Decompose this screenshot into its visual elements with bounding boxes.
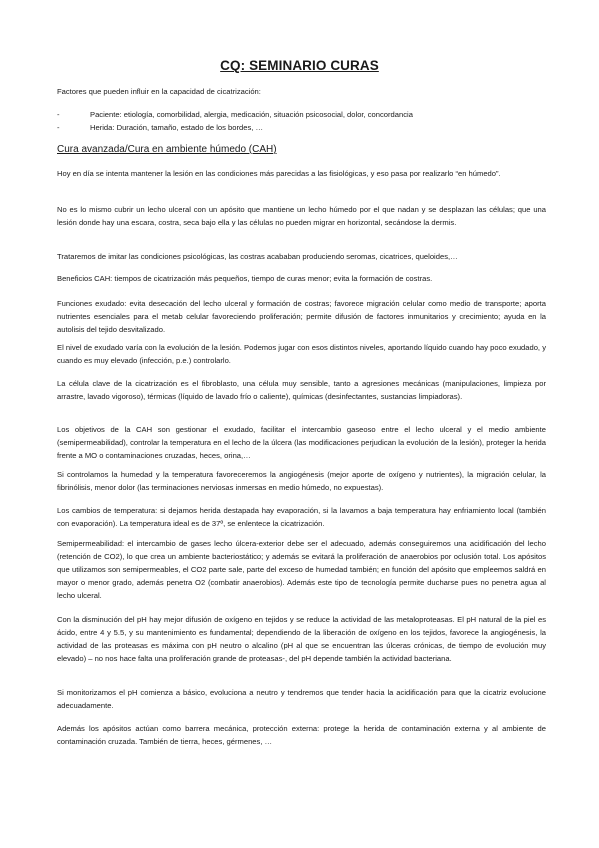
intro-text: Factores que pueden influir en la capacidad de cicatrización: [57, 87, 261, 96]
paragraph: Los objetivos de la CAH son gestionar el exudado, facilitar el intercambio gaseoso entre el lecho ulceral y el medio ambiente (semipermeabilidad), controlar la temperatura en el lecho de la úlcera (las modificaciones perjudican la evolución de la lesión), proteger la herida frente a MO o contaminaciones cruzadas, heces, orina,… [57, 425, 546, 461]
list-item [57, 121, 546, 134]
factors-list [57, 108, 546, 134]
bullet-dash: - [57, 123, 60, 133]
paragraph: Funciones exudado: evita desecación del lecho ulceral y formación de costras; favorece migración celular como medio de transporte; aporta nutrientes esenciales para el metab celular favoreciendo proliferación; permite difusión de factores inmunitarios y crecimiento; ayuda en la autolisis del tejido desvitalizado. [57, 299, 546, 335]
paragraph: La célula clave de la cicatrización es el fibroblasto, una célula muy sensible, tanto a agresiones mecánicas (manipulaciones, limpieza por arrastre, lavado vigoroso), térmicas (líquido de lavado frío o caliente), químicas (desinfectantes, sustancias limpiadoras). [57, 379, 546, 402]
paragraph: Si controlamos la humedad y la temperatura favoreceremos la angiogénesis (mejor aporte de oxígeno y nutrientes), la migración celular, la fibrinólisis, menor dolor (las terminaciones nerviosas inmersas en medio húmedo, no expuestas). [57, 470, 546, 493]
paragraph: Semipermeabilidad: el intercambio de gases lecho úlcera-exterior debe ser el adecuado, además conseguiremos una acidificación del lecho (retención de CO2), lo que crea un ambiente bacteriostático; y además se evitará la proliferación de anaerobios por oclusión total. Los apósitos que utilizamos son semipermeables, el CO2 parte sale, parte del exceso de humedad también; en función del apósito que empleemos saldrá en mayor o menor grado, además penetra O2 (combatir anaerobios). Además este tipo de tecnología permite ducharse pues no penetra agua al lecho ulceral. [57, 539, 546, 601]
document-title: CQ: SEMINARIO CURAS [220, 58, 379, 73]
paragraph: Si monitorizamos el pH comienza a básico, evoluciona a neutro y tendremos que tender hacia la acidificación para que la cicatriz evolucione adecuadamente. [57, 688, 546, 711]
list-item [57, 108, 546, 121]
paragraph: Beneficios CAH: tiempos de cicatrización más pequeños, tiempo de curas menor; evita la formación de costras. [57, 274, 433, 283]
paragraph: Además los apósitos actúan como barrera mecánica, protección externa: protege la herida de contaminación externa y al ambiente de contaminación cruzada. También de tierra, heces, gérmenes, … [57, 724, 546, 747]
paragraph: Los cambios de temperatura: si dejamos herida destapada hay evaporación, si la lavamos a baja temperatura hay enfriamiento local (también con evaporación). La temperatura ideal es de 37º, se enlentece la cicatrización. [57, 506, 546, 529]
bullet-dash: - [57, 110, 60, 119]
section-heading: Cura avanzada/Cura en ambiente húmedo (CAH) [57, 144, 277, 155]
paragraph: Hoy en día se intenta mantener la lesión en las condiciones más parecidas a las fisiológicas, y eso pasa por realizarlo “en húmedo”. [57, 169, 501, 178]
paragraph: Con la disminución del pH hay mejor difusión de oxígeno en tejidos y se reduce la actividad de las metaloproteasas. El pH natural de la piel es ácido, entre 4 y 5.5, y su mantenimiento es fundamental; dependiendo de la liberación de oxígeno en los tejidos, favorece la angiogénesis, la actividad de las proteasas es máxima con pH neutro o alcalino (pH al que se encuentran las úlceras crónicas, de tiempo de evolución muy elevado) – no nos hace falta una proliferación grande de proteasas-, del pH depende también la actividad bacteriana. [57, 615, 546, 664]
paragraph: El nivel de exudado varía con la evolución de la lesión. Podemos jugar con esos distintos niveles, aportando líquido cuando hay poco exudado, y cuando es muy elevado (infección, p.e.) controlarlo. [57, 343, 546, 366]
paragraph: Trataremos de imitar las condiciones psicológicas, las costras acababan produciendo seromas, cicatrices, queloides,… [57, 252, 458, 261]
list-item-text: Paciente: etiología, comorbilidad, alergia, medicación, situación psicosocial, dolor, concordancia [90, 110, 413, 119]
list-item-text: Herida: Duración, tamaño, estado de los bordes, … [90, 123, 264, 133]
paragraph: No es lo mismo cubrir un lecho ulceral con un apósito que mantiene un lecho húmedo por el que nadan y se desplazan las células; que una lesión donde hay una escara, costra, seca bajo ella y las células no pueden migrar en horizontal, secándose la dermis. [57, 205, 546, 228]
